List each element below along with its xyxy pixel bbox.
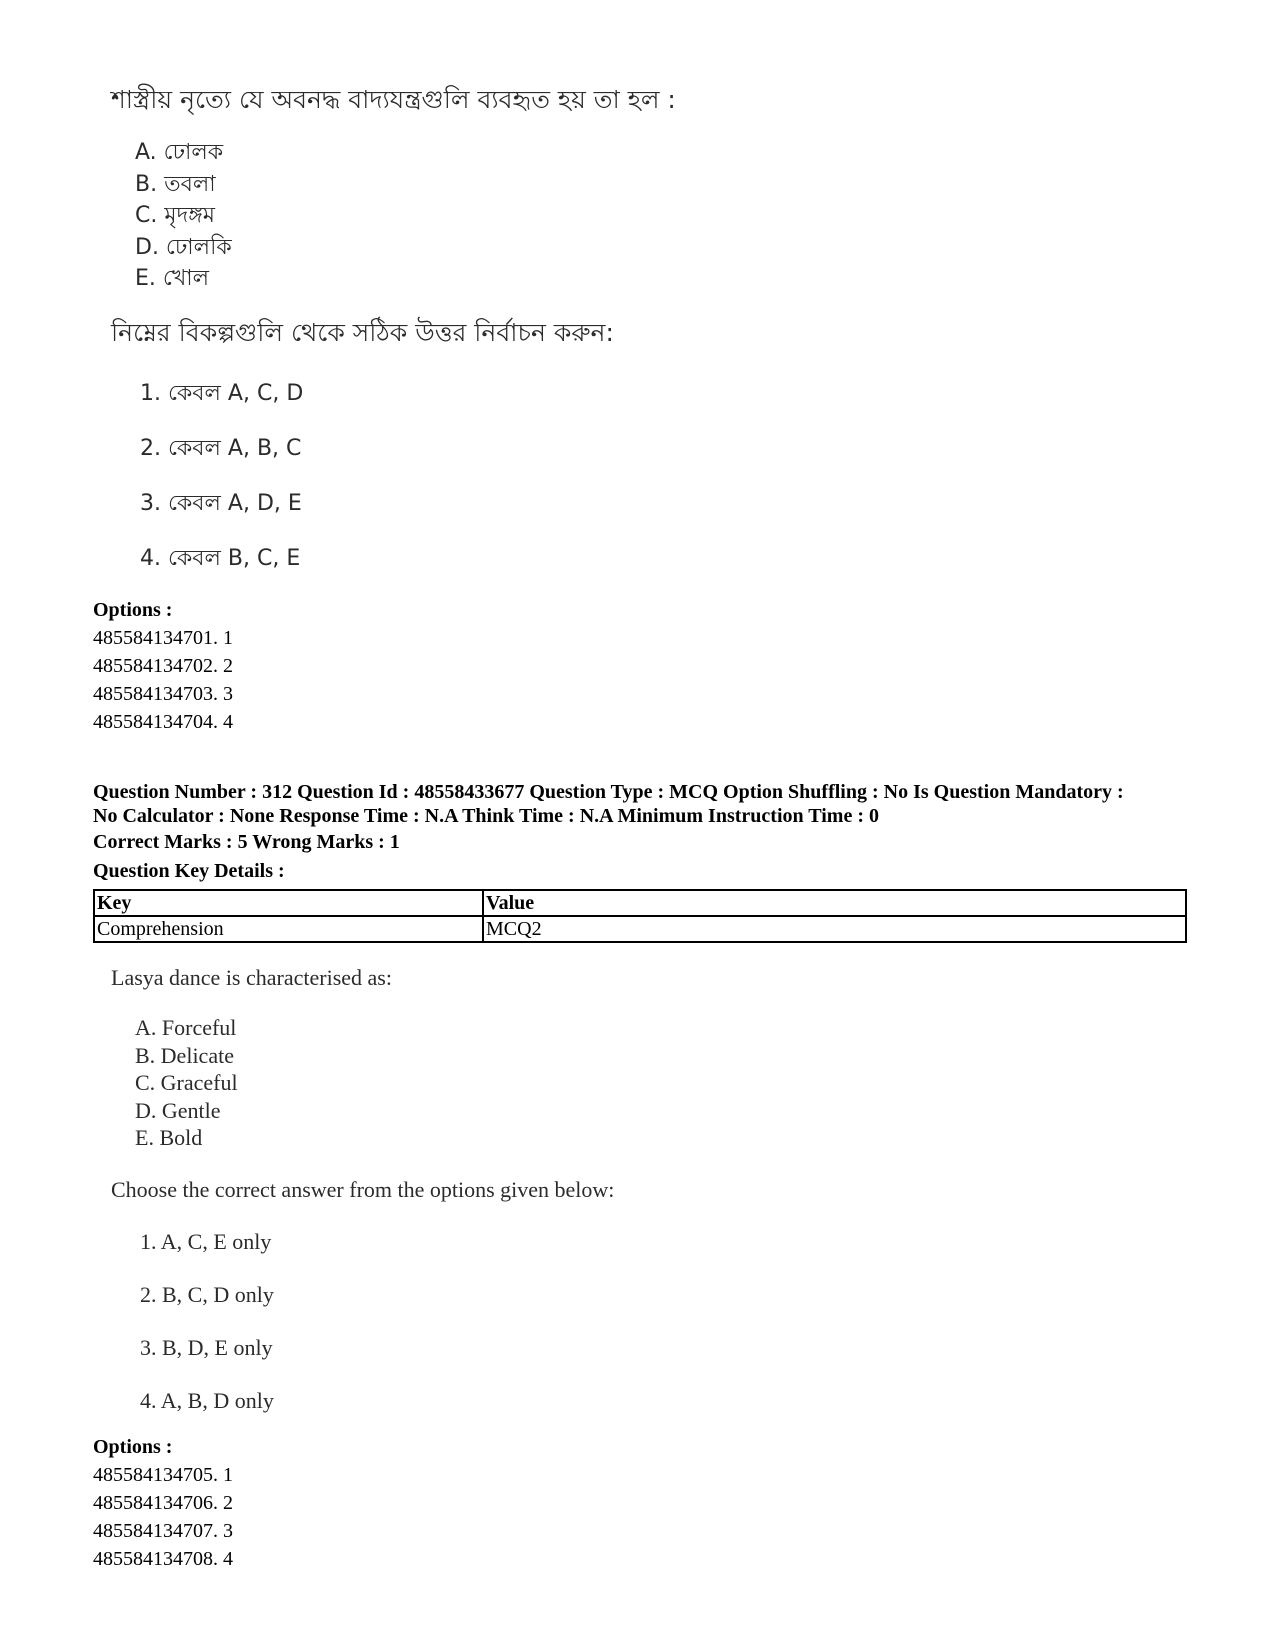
table-header-cell: Key	[94, 890, 483, 916]
question-stem: শাস্ত্রীয় নৃত্যে যে অবনদ্ধ বাদ্যযন্ত্রগুলি ব্যবহৃত হয় তা হল :	[111, 85, 676, 114]
answer-choice: 1. কেবল A, C, D	[140, 381, 304, 406]
question-meta	[93, 780, 1193, 828]
statement-item: C. মৃদঙ্গম	[135, 203, 215, 228]
table-header-row	[94, 890, 1186, 916]
statement-item: A. ঢোলক	[135, 140, 224, 165]
statement-item: E. Bold	[135, 1125, 203, 1150]
option-id: 485584134706. 2	[93, 1492, 233, 1514]
statement-item: C. Graceful	[135, 1070, 238, 1095]
statement-list	[135, 137, 232, 295]
options-heading: Options :	[93, 599, 173, 621]
statement-item: D. Gentle	[135, 1097, 221, 1123]
table-cell: MCQ2	[483, 916, 1186, 942]
options-heading: Options :	[93, 1436, 173, 1458]
statement-item: A. Forceful	[135, 1015, 237, 1040]
question-instruction: Choose the correct answer from the options given below:	[111, 1177, 615, 1202]
answer-choice: 3. B, D, E only	[140, 1335, 273, 1360]
option-id: 485584134707. 3	[93, 1520, 233, 1542]
statement-item: D. ঢোলকি	[135, 234, 232, 260]
question-meta-line: Question Number : 312 Question Id : 48558433677 Question Type : MCQ Option Shuffling : No Is Question Mandatory :	[93, 781, 1124, 803]
key-details-table	[93, 889, 1187, 943]
table-header-cell: Value	[483, 890, 1186, 916]
option-id: 485584134704. 4	[93, 711, 233, 733]
answer-choice: 4. A, B, D only	[140, 1388, 274, 1413]
answer-choice: 2. কেবল A, B, C	[140, 436, 302, 461]
answer-choice: 1. A, C, E only	[140, 1229, 272, 1254]
answer-choice: 4. কেবল B, C, E	[140, 546, 301, 571]
option-id: 485584134705. 1	[93, 1464, 233, 1486]
table-cell: Comprehension	[94, 916, 483, 942]
statement-item: B. তবলা	[135, 171, 216, 197]
option-id: 485584134703. 3	[93, 683, 233, 705]
question-instruction: নিম্নের বিকল্পগুলি থেকে সঠিক উত্তর নির্বাচন করুন:	[111, 318, 614, 347]
key-details-heading: Question Key Details :	[93, 860, 285, 882]
option-id: 485584134708. 4	[93, 1548, 233, 1570]
statement-list	[135, 1014, 238, 1152]
statement-item: B. Delicate	[135, 1042, 234, 1068]
answer-choice: 3. কেবল A, D, E	[140, 491, 302, 516]
statement-item: E. খোল	[135, 266, 210, 291]
option-id: 485584134702. 2	[93, 655, 233, 677]
table-row	[94, 916, 1186, 942]
marks-line: Correct Marks : 5 Wrong Marks : 1	[93, 831, 400, 853]
answer-choice: 2. B, C, D only	[140, 1282, 274, 1307]
question-stem: Lasya dance is characterised as:	[111, 965, 392, 990]
option-id: 485584134701. 1	[93, 627, 233, 649]
question-meta-line: No Calculator : None Response Time : N.A Think Time : N.A Minimum Instruction Time : 0	[93, 805, 879, 827]
